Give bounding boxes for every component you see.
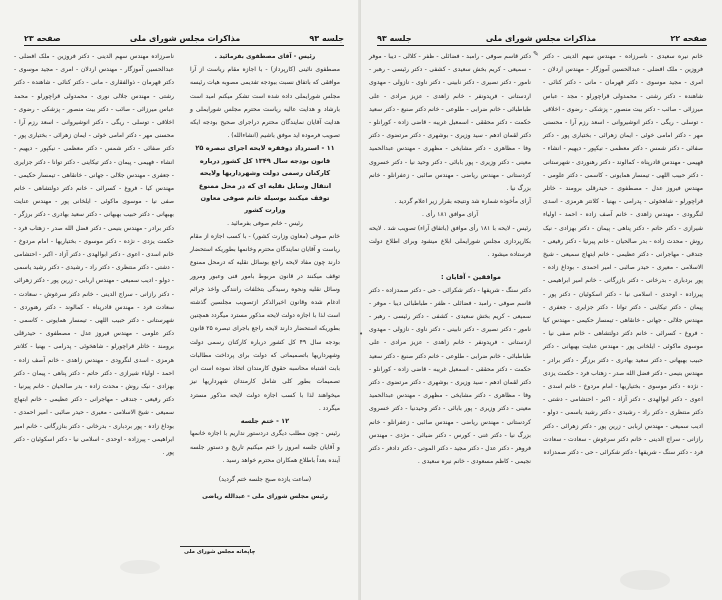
paragraph: خانم صوفی (معاون وزارت کشور) - با کسب اجازه از مقام ریاست و آقایان نمایندگان محترم وخانمها بطوریکه استحضار دارند چون مفاد لایحه راجع بوسائل نقلیه که درمحل ممنوع توقف میکنند در قانون مربوط بامور فنی وعبور ومرور وسائل نقلیه ونحوه رسیدگی بتخلفات رانندگی واخذ جرائم ادغام شده وقانون اخیرالذکر ازتصویب مجلسین گذشته است لذا با اجازه دولت لایحه مذکور مسترد میگردد همچنین بطوریکه استحضار دارند لایحه راجع باجرای تبصره ۲۵ قانون بودجه سال ۴۹ کل کشور درباره کارکنان رسمی دولت وشهرداریها باتصمیماتی که دولت برای پرداخت مطالبات بابت اشتباه محاسبه حقوق کارمندان اتخاذ نموده است این تصمیمات بطور کلی شامل کارمندان شهرداریها نیز میخواهند لذا با کسب اجازه دولت لایحه مذکور مسترد میگردد . [189, 233, 341, 412]
header-title: مذاکرات مجلس شورای ملی [485, 34, 597, 43]
text-column-inner [14, 50, 174, 459]
voters-heading: موافقین - آقایان : [440, 273, 501, 282]
text-column-outer [543, 50, 703, 459]
paragraph: رئیس - لایحه با ۱۸۱ رأی موافق (باتفاق آراء) تصویب شد . لایحه بکارپردازی مجلس شورایملی ابلاغ میشود وبرای اطلاع دولت فرستاده میشود . [369, 224, 531, 259]
margin-mark: • [359, 330, 364, 338]
page-number: صفحه ۲۲ [670, 34, 707, 43]
scan-smudge [120, 560, 160, 574]
page-header [24, 29, 344, 46]
page-header [377, 29, 707, 46]
paragraph: رئیس - چون مطلب دیگری دردستور نداریم با اجازه خانمها و آقایان جلسه امروز را ختم میکنیم تاریخ و دستور جلسه آینده بعداً باطلاع همکاران محترم خواهد رسید . [190, 430, 340, 464]
text-column-inner [369, 50, 531, 469]
scan-smudge [620, 570, 670, 590]
paragraph: مصطفوی نائینی (کارپرداز) - با اجازه مقام ریاست از آرا موافقی که باتفاق نسبت ببودجه تفدیمی مصوبه هیات رئیسه مجلس شورایملی داده شده است تشکر میکنم امید است بارشاد و هدایت عالیه ریاست محترم مجلس شورایملی و هدایت آقایان نمایندگان محترم دراجرای صحیح بودجه ایکه تصویب فرموده اید موفق باشیم (انشاءالله) . [190, 66, 340, 140]
signature: رئیس مجلس شورای ملی - عبدالله ریاضی [202, 493, 328, 501]
text-column-outer [190, 50, 340, 503]
voters-list: دکتر سنگ - شریفها - دکتر شکرائی - حی - دکتر صمدزاده - دکتر قاسم صوفی - رامبد - فضائلی - ظفر - طباطبائی دیبا - موفر - سمیعی - کریم بخش سعیدی - کشفی - دکتر رئیسی - رهبر - نامور - دکتر نصیری - دکتر نابینی - دکتر ناوی - نازولی - مهدوی اردستانی - فریدونفر - خانم زاهدی - عزیز مرادی - علی طباطبائی - خانم ضرابی - طلوعی - خانم دکتر صنیع - دکتر سعید حکمت - دکتر محققی - اسمعیل غریبه - قاضی زاده - کورانلو - دکتر لقمان ادهم - سید وزیری - بوشهری - دکتر مرتضوی - دکتر وفا - مظاهری - دکتر مشایخی - مظهری - مهندس عبدالحمید معینی - دکتر وزیری - پور بابائی - دکتر وحیدنیا - دکتر خسروی کردستانی - مهندس ریاضی - مهندس صائبی - زعفرانلو - خانم بزرگ نیا - دکتر غنی - کورس - دکتر ضیائی - مژدی - مهندس فروهر - دکتر عدل - دکتر مجید - دکتر الموتی - دکتر دادفر - دکتر نجیمی - کاظم مسعودی - خانم نیره سعیدی . [369, 286, 531, 466]
footnote-rule [180, 546, 250, 547]
page-number: صفحه ۲۳ [24, 34, 61, 43]
session-label: جلسه ۹۳ [309, 34, 344, 43]
section-title: ۱۲ - ختم جلسه [240, 416, 290, 425]
printer-footnote: چاپخانه مجلس شورای ملی [184, 549, 256, 555]
session-label: جلسه ۹۳ [377, 34, 412, 43]
margin-mark: ✎ [533, 50, 539, 58]
paragraph: دکتر قاسم صوفی - رامبد - فضائلی - ظفر - کلالی - دیبا - موفر - سمیعی - کریم بخش سعیدی - کشفی - دکتر رئیسی - رهبر - نامور - دکتر نصیری - دکتر نابینی - دکتر ناوی - نازولی - مهدوی اردستانی - فریدونفر - خانم زاهدی - عزیز مرادی - علی طباطبائی - خانم ضرابی - طلوعی - خانم دکتر صنیع - دکتر سعید حکمت - دکتر محققی - اسمعیل غریبه - قاضی زاده - کورانلو - دکتر لقمان ادهم - سید وزیری - بوشهری - دکتر مرتضوی - دکتر وفا - مظاهری - دکتر مشایخی - مظهری - مهندس عبدالحمید معینی - دکتر وزیری - پور بابائی - دکتر وحید نیا - دکتر خسروی کردستانی - مهندس ریاضی - مهندس صائبی - زعفرانلو - خانم بزرگ نیا . [369, 53, 531, 193]
paragraph: ناصرزاده مهندس سهم الدینی - دکتر فروزین - ملک افضلی - عبدالحسین آموزگار - مهندس اردلان - امری - مجید موسوی - دکتر قهرمان - ذوالفقاری - مانی - دکتر کنائی - شاهنده - دکتر رشتی - مهندس جلالی نوری - محمدولی قراچورلو - محمد عباس میرزائی - صائب - دکتر بیت منصور - پزشکی - رضوی - اخلاقی - توسلی - ریگی - دکتر انوشیروانی - اسعد رزم آرا - محسنی مهر - دکتر امامی خوئی - ایمان زهرائی - بختیاری پور - دکتر صفائی - دکتر شمس - دکتر معظمی - نیکپور - دیهیم - انشاء - فهیمی - پیمان - دکتر تیکاینی - دکتر توانا - دکتر جزایری - جعفری - مهندس جلالی - جهانی - خانقاهی - تیمسار حکیمی - مهندس کیا - فروغ - کسرائی - خانم دکتر دولتشاهی - خانم صفی نیا - موسوی ماکوئی - ایلخانی پور - مهندس عنایت بهبهانی - دکتر حبیب بهبهانی - دکتر سعید بهادری - دکتر برزگر - دکتر برادر - مهندس بنیمی - دکتر فضل الله صدر - زهتاب فرد - حکمت یزدی - نژده - دکتر موسوی - بختیاریها - امام مردوخ - خانم اسدی - اعوی - دکتر ابوالهدی - دکتر آزاد - اکبر - احتشامی - دشتی - دکتر منتظری - دکتر راد - رشیدی - دکتر رشید یاسمی - دولو - ادیب سمیعی - مهندس اربابی - زرین پور - دکتر زهرائی - دکتر رازانی - سراج الدینی - خانم دکتر سرغوش - سعادت - سعادت فرد - مهندس قادرپناه - کمالوند - دکتر رهنوردی - شهرستانی - دکتر حبیب اللهی - تیمسار همایونی - کاسمی - دکتر علومی - مهندس فیروز عدل - مصطفوی - حیدرقلی برومند - خاتلر قراچورلو - شاهخوئی - پدرامی - بهنیا - کلانتر هرمزی - اسدی لنگرودی - مهندس زاهدی - خانم آصف زاده - احمد - اولیاء شیرازی - دکتر حاتم - دکتر پناهی - پیمان - دکتر بهزادی - نیک روش - محدث زاده - بدر صالحیان - خانم پیرنیا - دکتر رفیعی - جندقی - مهاجرانی - دکتر عظیمی - خانم ابتهاج سمیعی - شیخ الاسلامی - معیری - حیدر صائبی - امیر احمدی - بوداغ زاده - پور بردباری - بدرخانی - دکتر بنازرگانی - خانم امیر ابراهیمی - پیرزاده - اوحدی - اسلامی نیا - دکتر اسکوئیان - دکتر پور . [14, 53, 174, 457]
vote-result: آرای موافق ۱۸۱ رأی . [421, 211, 479, 219]
adjournment-note: (ساعت یازده صبح جلسه ختم گردید) [218, 475, 312, 483]
header-title: مذاکرات مجلس شورای ملی [129, 34, 241, 43]
page-right [361, 0, 722, 600]
paragraph: رئیس - خانم صوفی بفرمائید . [227, 219, 303, 227]
paragraph: رئیس - آقای مصطفوی بفرمائید . [214, 53, 316, 60]
paragraph: خانم نیره سعیدی - ناصرزاده - مهندس سهم الدینی - دکتر فروزین - ملک افضلی - عبدالحسین آموزگار - مهندس اردلان - امری - مجید موسوی - دکتر قهرمان - مانی - دکتر کنائی - شاهنده - دکتر رشتی - محمدولی قراچورلو - مجد - عباس میرزائی - صائب - دکتر بیت منصور - پزشکی - رضوی - اخلاقی - توسلی - ریگی - دکتر انوشیروانی - اسعد رزم آرا - محسنی مهر - دکتر امامی خوئی - ایمان زهرائی - بختیاری پور - دکتر صفائی - دکتر شمس - دکتر معظمی - نیکپور - دیهیم - انشاء - فهیمی - مهندس قادرپناه - کمالوند - دکتر رهنوردی - شهرستانی - دکتر حبیب اللهی - تیمسار همایونی - کاسمی - دکتر علومی - مهندس فیروز عدل - مصطفوی - حیدرقلی برومند - خاتلر قراچورلو - شاهخوئی - پدرامی - بهنیا - کلانتر هرمزی - اسدی لنگرودی - مهندس زاهدی - خانم آصف زاده - احمد - اولیاء شیرازی - دکتر حاتم - دکتر پناهی - پیمان - دکتر بهزادی - نیک روش - محدث زاده - بدر صالحیان - خانم پیرنیا - دکتر رفیعی - جندقی - مهاجرانی - دکتر عظیمی - خانم ابتهاج سمیعی - شیخ الاسلامی - معیری - حیدر صائبی - امیر احمدی - بوداغ زاده - پور بردباری - بدرخانی - دکتر بازرگانی - خانم امیر ابراهیمی - پیرزاده - اوحدی - اسلامی نیا - دکتر اسکوئیان - دکتر پور - پیمان - دکتر تیکاینی - دکتر توانا - دکتر جزایری - جعفری - مهندس جلالی - جهانی - خانقاهی - تیمسار حکیمی - مهندس کیا - فروغ - کسرائی - خانم دکتر دولتشاهی - خانم صفی نیا - موسوی ماکوئی - ایلخانی پور - مهندس عنایت بهبهانی - دکتر حبیب بهبهانی - دکتر سعید بهادری - دکتر برزگر - دکتر برادر - مهندس بنیمی - دکتر فضل الله صدر - زهتاب فرد - حکمت یزدی - نژده - دکتر موسوی - بختیاریها - امام مردوخ - خانم اسدی - اعوی - دکتر ابوالهدی - دکتر آزاد - اکبر - احتشامی - دشتی - دکتر منتظری - دکتر راد - رشیدی - دکتر رشید یاسمی - دولو - ادیب سمیعی - مهندس اربابی - زرین پور - دکتر زهرائی - دکتر رازانی - سراج الدینی - خانم دکتر سرغوش - سعادت - سعادت فرد - دکتر سنگ - شریفها - دکتر شکرائی - حی - دکتر صمدزاده [543, 53, 703, 457]
section-title: ۱۱ - استرداد دوفقره لایحه اجرای تبصره ۲۵ قانون بودجه سال ۱۳۴۹ کل کشور درباره کارکنان رسمی دولت وشهرداریها ولایحه انتقال وسایل نقلیه ای که در محل ممنوع توقف میکنند بوسیله خانم صوفی معاون وزارت کشور [195, 144, 335, 215]
paragraph: آرای مأخوذه شماره شد ونتیجه بقرار زیر اعلام گردید . [394, 198, 531, 206]
